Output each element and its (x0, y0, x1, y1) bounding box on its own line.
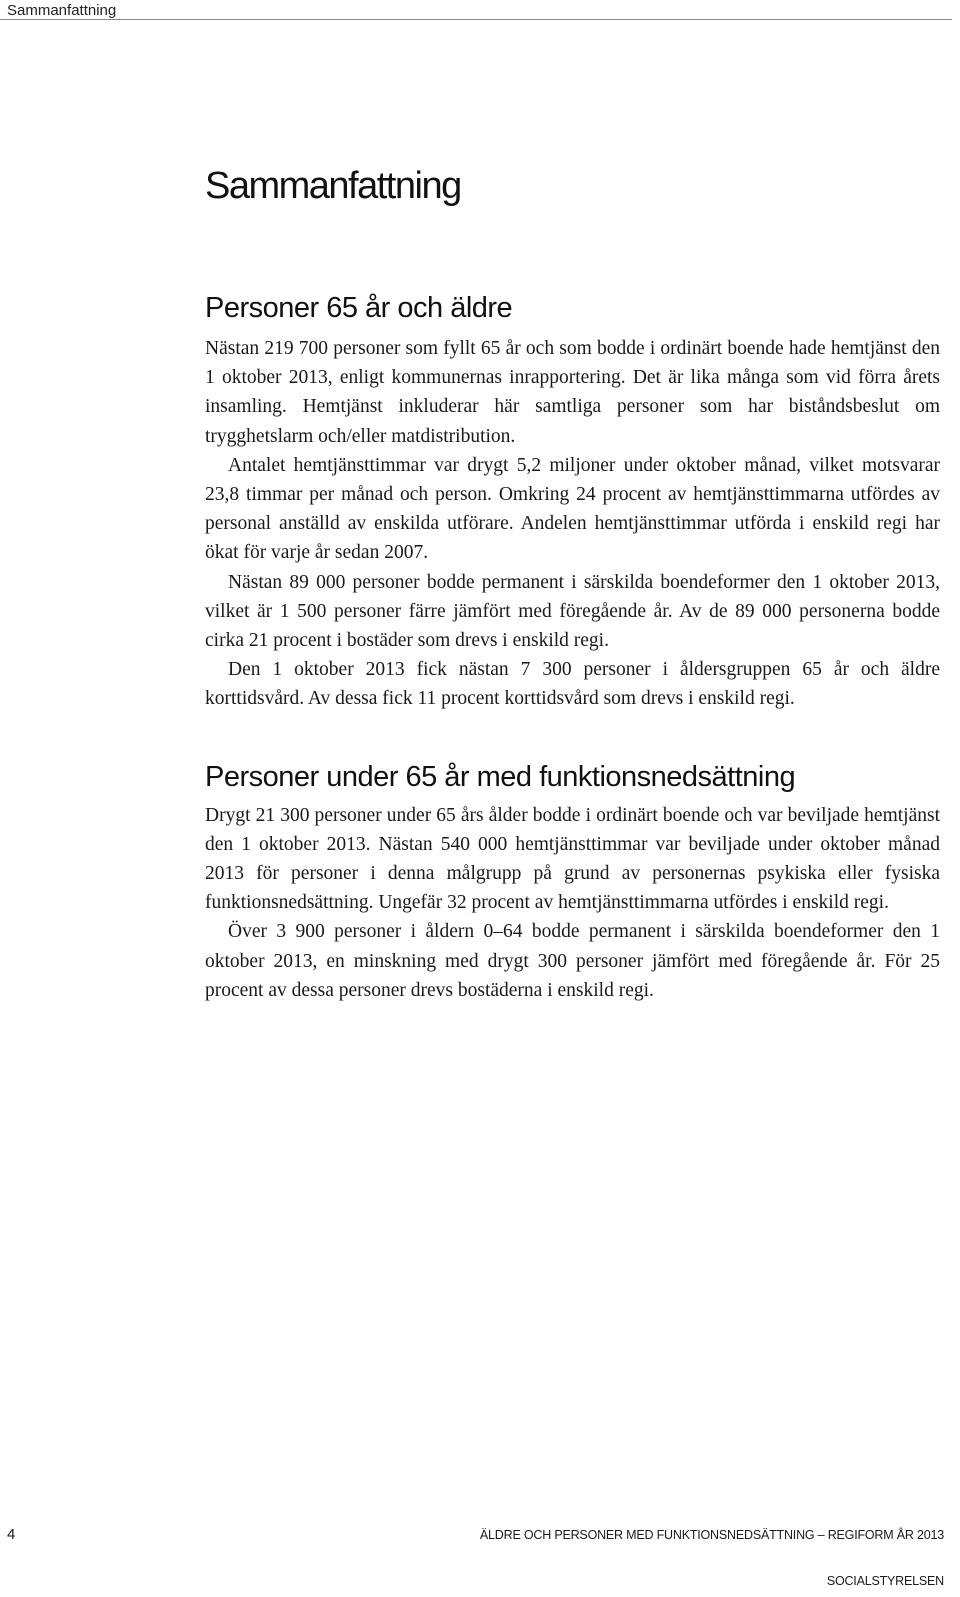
paragraph: Den 1 oktober 2013 fick nästan 7 300 personer i åldersgruppen 65 år och äldre korttidsvård. Av dessa fick 11 procent korttidsvård som drevs i enskild regi. (205, 659, 940, 710)
paragraph: Nästan 89 000 personer bodde permanent i särskilda boendeformer den 1 oktober 2013, vilket är 1 500 personer färre jämfört med föregående år. Av de 89 000 personerna bodde cirka 21 procent i bostäder som drevs i enskild regi. (205, 571, 940, 652)
paragraph: Över 3 900 personer i åldern 0–64 bodde permanent i särskilda boendeformer den 1 oktober 2013, en minskning med drygt 300 personer jämfört med föregående år. För 25 procent av dessa personer drevs bostäderna i enskild regi. (205, 921, 940, 1001)
chapter-title: Sammanfattning (205, 165, 461, 207)
page-number: 4 (7, 1526, 16, 1543)
paragraph: Nästan 219 700 personer som fyllt 65 år och som bodde i ordinärt boende hade hemtjänst den 1 oktober 2013, enligt kommunernas inrapportering. Det är lika många som vid förra årets insamling. Hemtjänst inkluderar här samtliga personer som har biståndsbeslut om trygghetslarm och/eller matdistribution. (205, 338, 940, 447)
footer-publication-title: ÄLDRE OCH PERSONER MED FUNKTIONSNEDSÄTTNING – REGIFORM ÅR 2013 (479, 1528, 944, 1542)
running-header: Sammanfattning (7, 2, 117, 19)
main-content (205, 160, 940, 1005)
footer-publisher: SOCIALSTYRELSEN (826, 1574, 944, 1588)
paragraph: Antalet hemtjänsttimmar var drygt 5,2 miljoner under oktober månad, vilket motsvarar 23,8 timmar per månad och person. Omkring 24 procent av hemtjänsttimmarna utfördes av personal anställd av enskilda utförare. Andelen hemtjänsttimmar utförda i enskild regi har ökat för varje år sedan 2007. (205, 454, 940, 564)
header-rule (0, 19, 952, 20)
section-heading-under-65: Personer under 65 år med funktionsnedsättning (205, 760, 796, 793)
paragraph: Drygt 21 300 personer under 65 års ålder bodde i ordinärt boende och var beviljade hemtjänst den 1 oktober 2013. Nästan 540 000 hemtjänsttimmar var beviljade under oktober månad 2013 för personer i denna målgrupp på grund av personernas psykiska eller fysiska funktionsnedsättning. Ungefär 32 procent av hemtjänsttimmarna utfördes i enskild regi. (205, 804, 940, 914)
section-heading-65-plus: Personer 65 år och äldre (205, 292, 513, 324)
section-body-under-65 (205, 801, 940, 1005)
section-body-65-plus (205, 334, 940, 714)
